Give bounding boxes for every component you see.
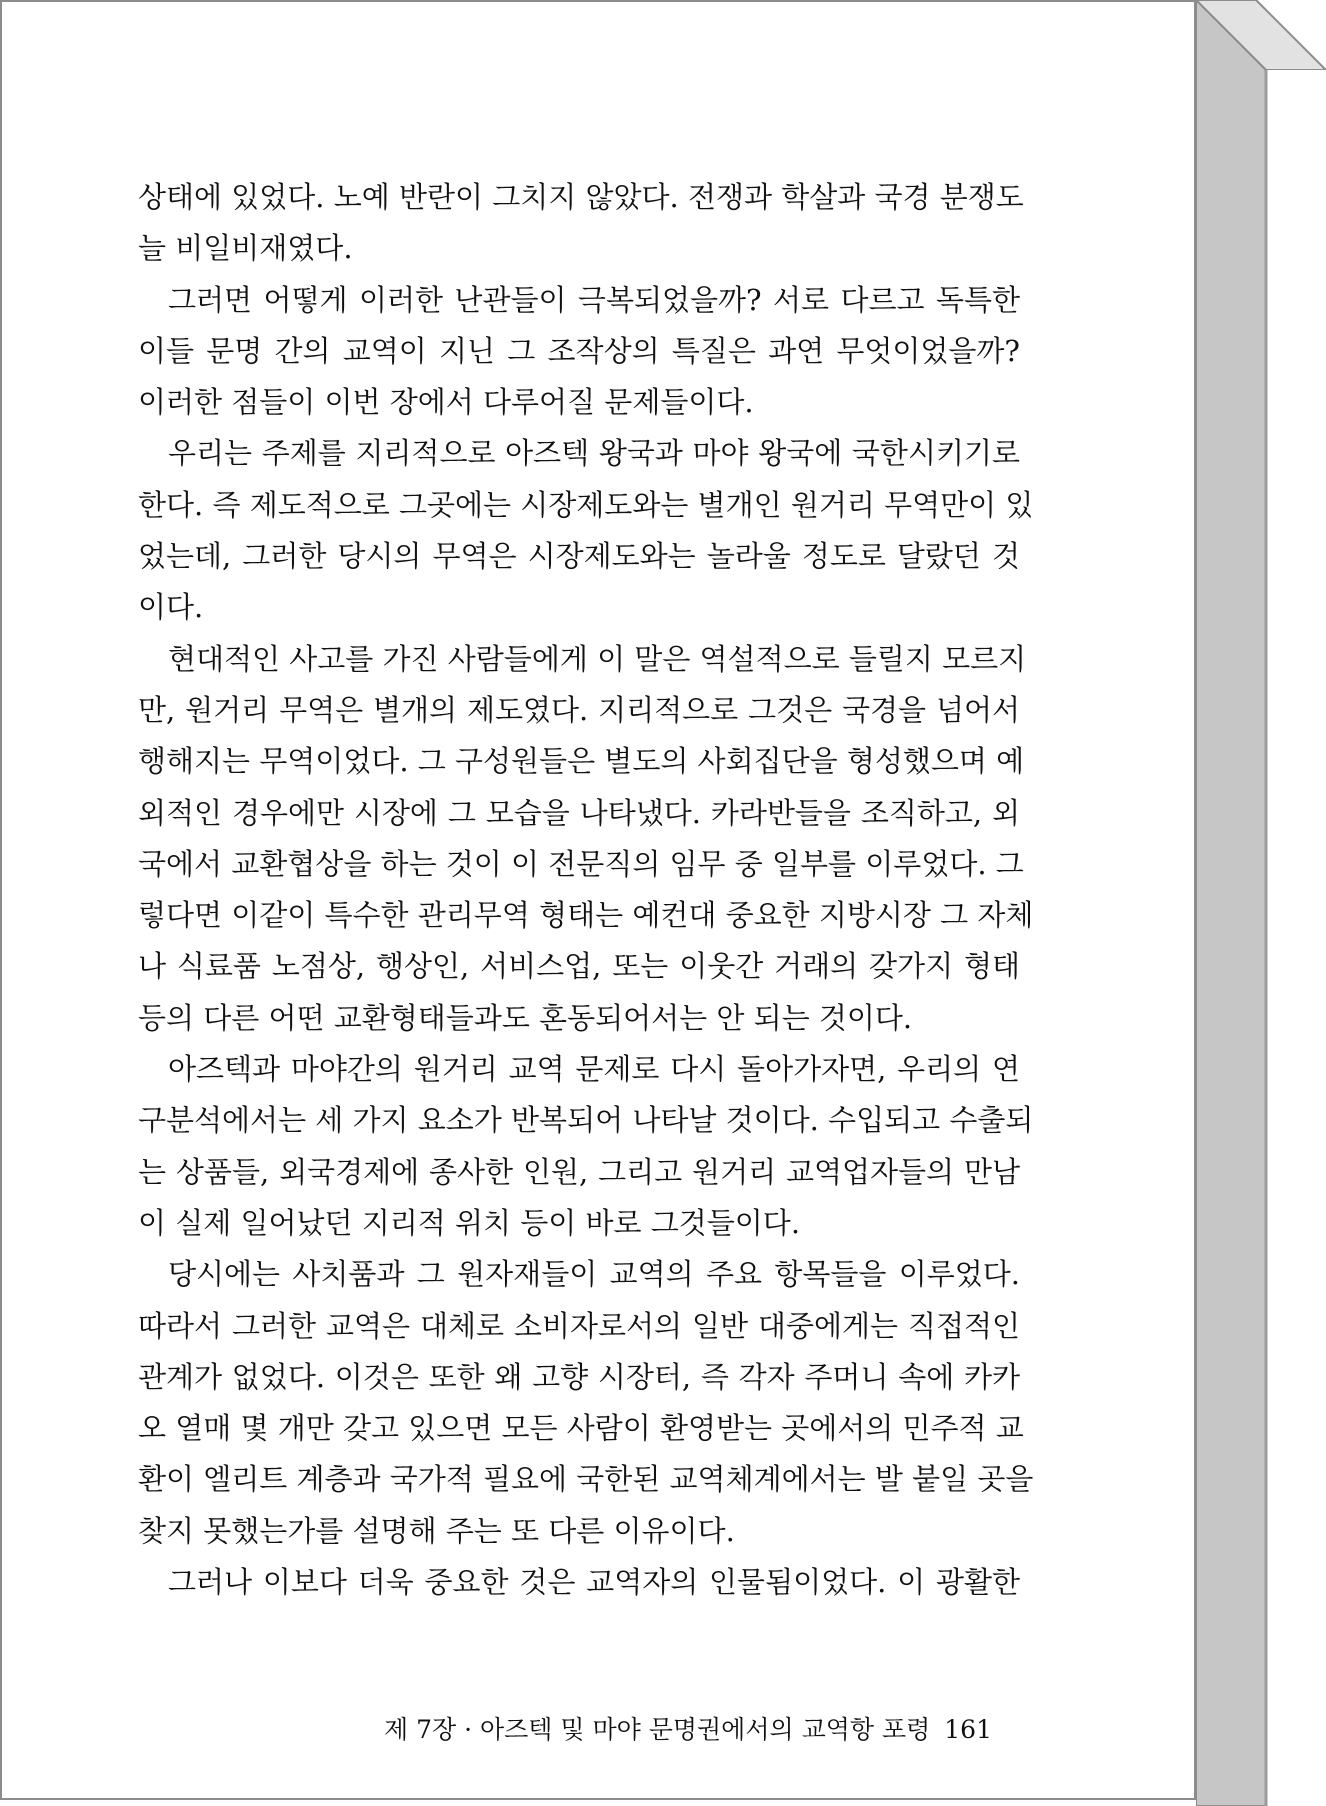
book-spine-edge [1196,0,1326,1806]
book-edge-face [1196,0,1266,1806]
text-line: 행해지는 무역이었다. 그 구성원들은 별도의 사회집단을 형성했으며 예 [138,744,1025,779]
chapter-title: 제 7장 · 아즈텍 및 마야 문명권에서의 교역항 포령 [384,1715,931,1744]
text-line: 당시에는 사치품과 그 원자재들이 교역의 주요 항목들을 이루었다. [168,1257,1020,1292]
text-line: 관계가 없었다. 이것은 또한 왜 고향 시장터, 즉 각자 주머니 속에 카카 [138,1359,1020,1394]
text-line: 이러한 점들이 이번 장에서 다루어질 문제들이다. [138,385,754,420]
text-line: 현대적인 사고를 가진 사람들에게 이 말은 역설적으로 들릴지 모르지 [168,641,1027,676]
book-edge-right [1266,70,1326,1806]
text-line: 이들 문명 간의 교역이 지닌 그 조작상의 특질은 과연 무엇이었을까? [138,333,1020,368]
text-line: 외적인 경우에만 시장에 그 모습을 나타냈다. 카라반들을 조직하고, 외 [138,795,1020,830]
text-line: 는 상품들, 외국경제에 종사한 인원, 그리고 원거리 교역업자들의 만남 [138,1154,1020,1189]
text-line: 었는데, 그러한 당시의 무역은 시장제도와는 놀라울 정도로 달랐던 것 [138,539,1020,574]
text-line: 환이 엘리트 계층과 국가적 필요에 국한된 교역체계에서는 발 붙일 곳을 [138,1462,1034,1497]
text-line: 나 식료품 노점상, 행상인, 서비스업, 또는 이웃간 거래의 갖가지 형태 [138,949,1020,984]
body-text [138,172,1034,1608]
text-line: 따라서 그러한 교역은 대체로 소비자로서의 일반 대중에게는 직접적인 [138,1308,1020,1343]
text-line: 상태에 있었다. 노예 반란이 그치지 않았다. 전쟁과 학살과 국경 분쟁도 [138,180,1024,214]
text-line: 오 열매 몇 개만 갖고 있으면 모든 사람이 환영받는 곳에서의 민주적 교 [138,1411,1024,1446]
text-line: 국에서 교환협상을 하는 것이 이 전문직의 임무 중 일부를 이루었다. 그 [138,846,1024,881]
text-line: 구분석에서는 세 가지 요소가 반복되어 나타날 것이다. 수입되고 수출되 [138,1103,1034,1138]
text-line: 이 실제 일어났던 지리적 위치 등이 바로 그것들이다. [138,1205,801,1240]
text-line: 아즈텍과 마야간의 원거리 교역 문제로 다시 돌아가자면, 우리의 연 [168,1052,1020,1087]
text-line: 그러나 이보다 더욱 중요한 것은 교역자의 인물됨이었다. 이 광활한 [168,1565,1020,1600]
text-line: 만, 원거리 무역은 별개의 제도였다. 지리적으로 그것은 국경을 넘어서 [138,692,1020,727]
text-line: 등의 다른 어떤 교환형태들과도 혼동되어서는 안 되는 것이다. [138,1000,913,1035]
text-line: 우리는 주제를 지리적으로 아즈텍 왕국과 마야 왕국에 국한시키기로 [168,436,1020,471]
text-line: 렇다면 이같이 특수한 관리무역 형태는 예컨대 중요한 지방시장 그 자체 [138,898,1034,933]
text-line: 이다. [138,590,204,625]
page-number: 161 [944,1715,992,1744]
running-footer [382,1710,992,1746]
book-edge-graphic [1196,0,1326,1806]
text-line: 그러면 어떻게 이러한 난관들이 극복되었을까? 서로 다르고 독특한 [168,282,1020,317]
text-line: 한다. 즉 제도적으로 그곳에는 시장제도와는 별개인 원거리 무역만이 있 [138,487,1034,522]
text-line: 늘 비일비재였다. [138,231,353,266]
text-line: 찾지 못했는가를 설명해 주는 또 다른 이유이다. [138,1513,735,1548]
